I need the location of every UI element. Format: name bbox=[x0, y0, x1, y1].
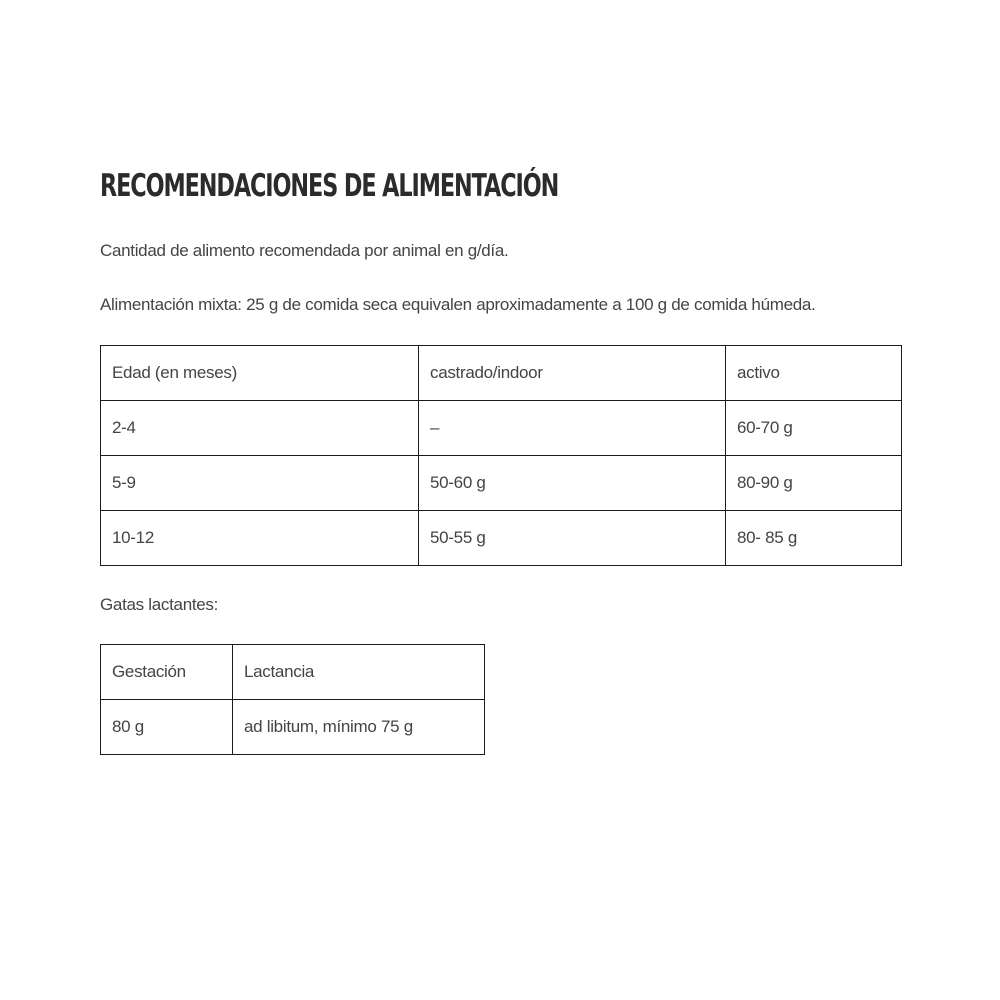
section-heading: RECOMENDACIONES DE ALIMENTACIÓN bbox=[100, 168, 559, 204]
table-cell: 50-55 g bbox=[419, 511, 726, 566]
table-cell: 80- 85 g bbox=[726, 511, 902, 566]
table-cell: 10-12 bbox=[101, 511, 419, 566]
intro-text: Cantidad de alimento recomendada por animal en g/día. bbox=[100, 241, 509, 260]
table-header-row bbox=[101, 645, 485, 700]
mixed-feeding-text: Alimentación mixta: 25 g de comida seca equivalen aproximadamente a 100 g de comida húmeda. bbox=[100, 295, 816, 314]
table-row bbox=[101, 401, 902, 456]
table-cell: 80-90 g bbox=[726, 456, 902, 511]
header-cell-age: Edad (en meses) bbox=[101, 346, 419, 401]
table-header-row bbox=[101, 346, 902, 401]
table-cell: – bbox=[419, 401, 726, 456]
table-cell: 50-60 g bbox=[419, 456, 726, 511]
table-cell: 80 g bbox=[101, 700, 233, 755]
table-cell: 2-4 bbox=[101, 401, 419, 456]
header-cell-lactation: Lactancia bbox=[233, 645, 485, 700]
lactating-label: Gatas lactantes: bbox=[100, 595, 219, 614]
header-cell-active: activo bbox=[726, 346, 902, 401]
age-feeding-table bbox=[100, 345, 902, 566]
table-row bbox=[101, 511, 902, 566]
header-cell-gestation: Gestación bbox=[101, 645, 233, 700]
table-row bbox=[101, 456, 902, 511]
header-cell-neutered: castrado/indoor bbox=[419, 346, 726, 401]
lactating-table bbox=[100, 644, 485, 755]
feeding-section bbox=[100, 162, 901, 755]
table-cell: ad libitum, mínimo 75 g bbox=[233, 700, 485, 755]
table-row bbox=[101, 700, 485, 755]
table-cell: 5-9 bbox=[101, 456, 419, 511]
table-cell: 60-70 g bbox=[726, 401, 902, 456]
